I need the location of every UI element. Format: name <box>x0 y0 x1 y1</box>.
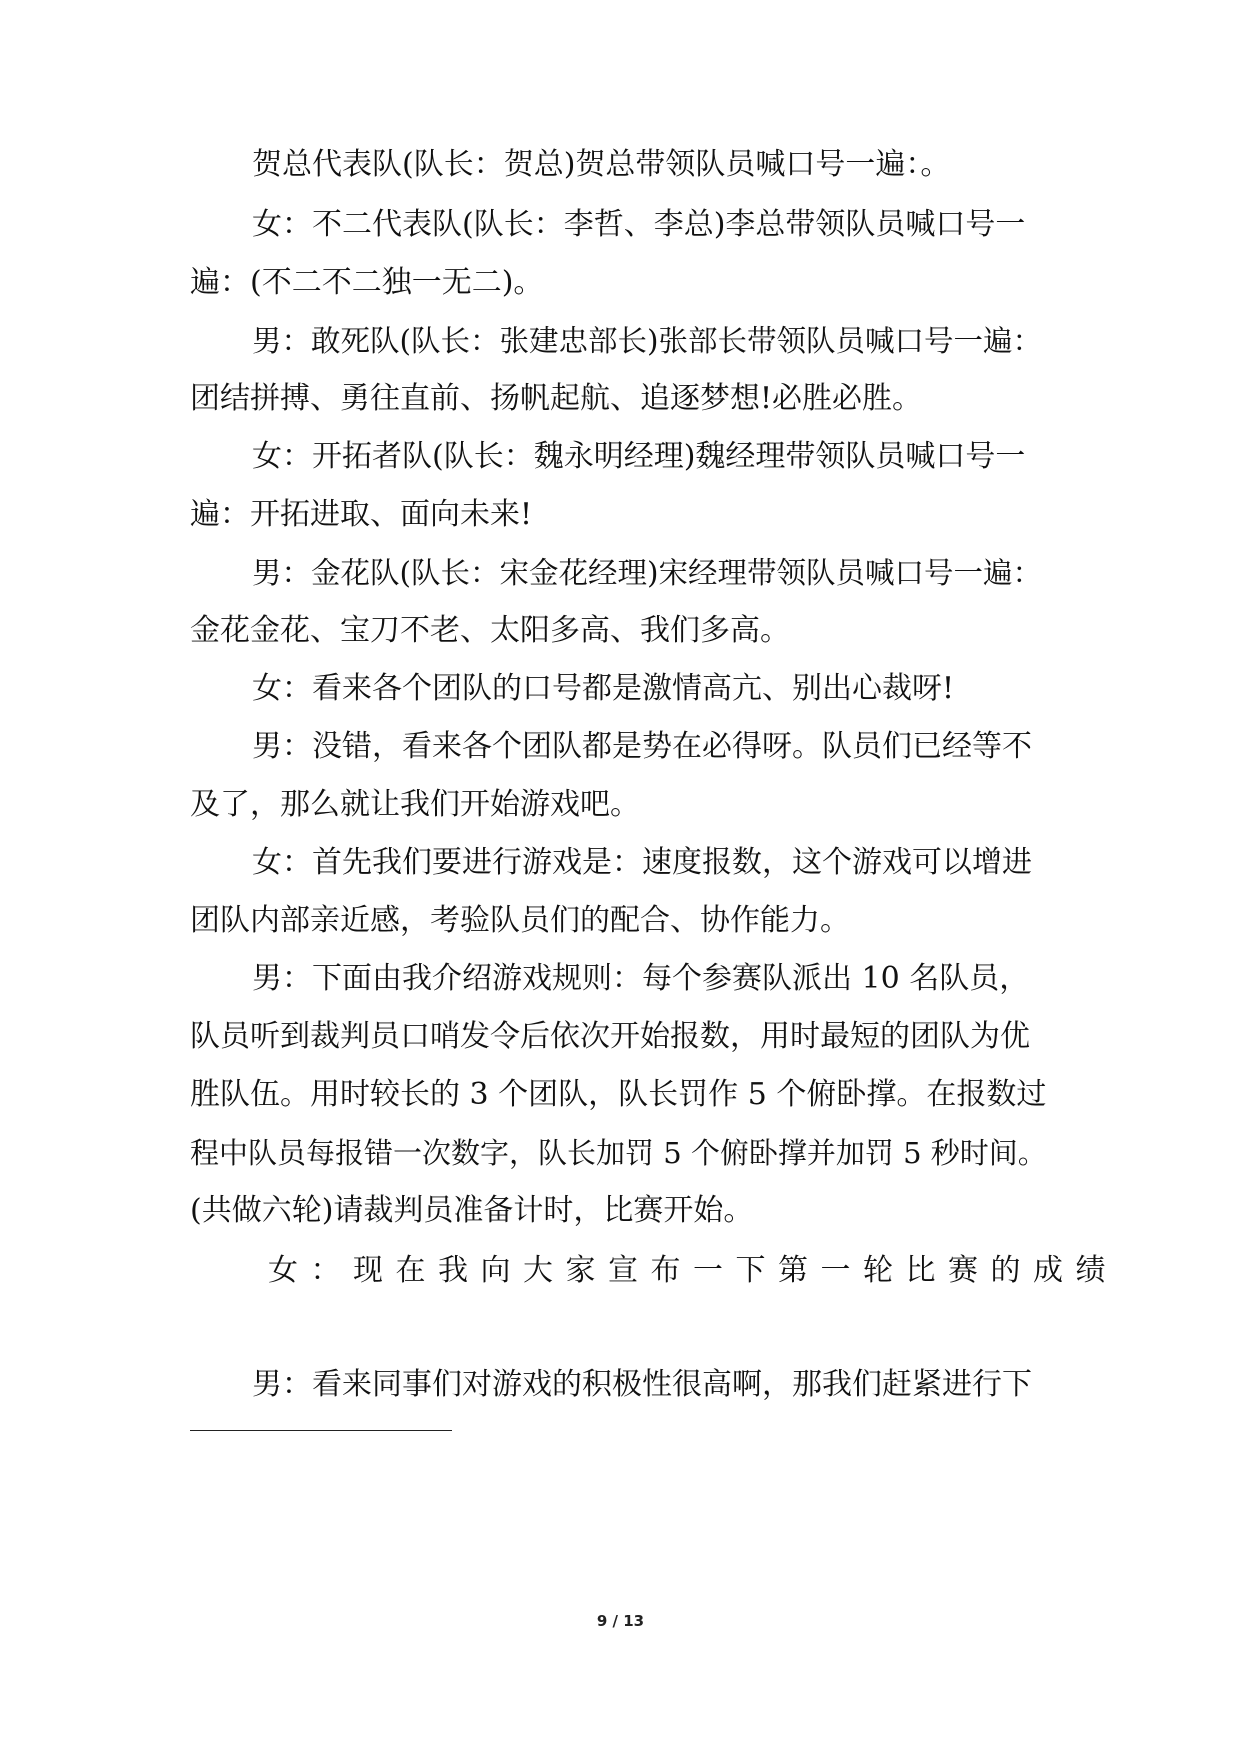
paragraph-line: 男：敢死队(队长：张建忠部长)张部长带领队员喊口号一遍： <box>252 324 1043 358</box>
paragraph-line: (共做六轮)请裁判员准备计时，比赛开始。 <box>190 1193 754 1228</box>
paragraph-line: 贺总代表队(队长：贺总)贺总带领队员喊口号一遍：。 <box>252 147 951 182</box>
paragraph-line: 女：现在我向大家宣布一下第一轮比赛的成绩 <box>268 1253 1118 1288</box>
paragraph-line: 胜队伍。用时较长的 3 个团队，队长罚作 5 个俯卧撑。在报数过 <box>190 1077 1047 1112</box>
paragraph-line: 男：下面由我介绍游戏规则：每个参赛队派出 10 名队员， <box>252 961 1030 996</box>
paragraph-line: 队员听到裁判员口哨发令后依次开始报数，用时最短的团队为优 <box>190 1019 1030 1054</box>
paragraph-line: 女：看来各个团队的口号都是激情高亢、别出心裁呀! <box>252 671 955 706</box>
paragraph-line: 团队内部亲近感，考验队员们的配合、协作能力。 <box>190 903 850 938</box>
paragraph-line: 金花金花、宝刀不老、太阳多高、我们多高。 <box>190 613 790 648</box>
paragraph-line: 男：没错，看来各个团队都是势在必得呀。队员们已经等不 <box>252 729 1032 764</box>
page-number: 9 / 13 <box>596 1612 645 1630</box>
paragraph-line: 遍：(不二不二独一无二)。 <box>190 265 544 300</box>
paragraph-line: 男：金花队(队长：宋金花经理)宋经理带领队员喊口号一遍： <box>252 556 1043 590</box>
paragraph-line: 团结拼搏、勇往直前、扬帆起航、追逐梦想!必胜必胜。 <box>190 381 923 416</box>
paragraph-line: 遍：开拓进取、面向未来! <box>190 497 533 532</box>
paragraph-line: 程中队员每报错一次数字，队长加罚 5 个俯卧撑并加罚 5 秒时间。 <box>190 1136 1047 1170</box>
paragraph-line: 女：不二代表队(队长：李哲、李总)李总带领队员喊口号一 <box>252 207 1026 242</box>
paragraph-line: 女：首先我们要进行游戏是：速度报数，这个游戏可以增进 <box>252 845 1032 880</box>
paragraph-line: 女：开拓者队(队长：魏永明经理)魏经理带领队员喊口号一 <box>252 439 1026 474</box>
blank-fill-line <box>190 1430 452 1431</box>
paragraph-line: 及了，那么就让我们开始游戏吧。 <box>190 787 640 822</box>
paragraph-line: 男：看来同事们对游戏的积极性很高啊，那我们赶紧进行下 <box>252 1367 1032 1402</box>
